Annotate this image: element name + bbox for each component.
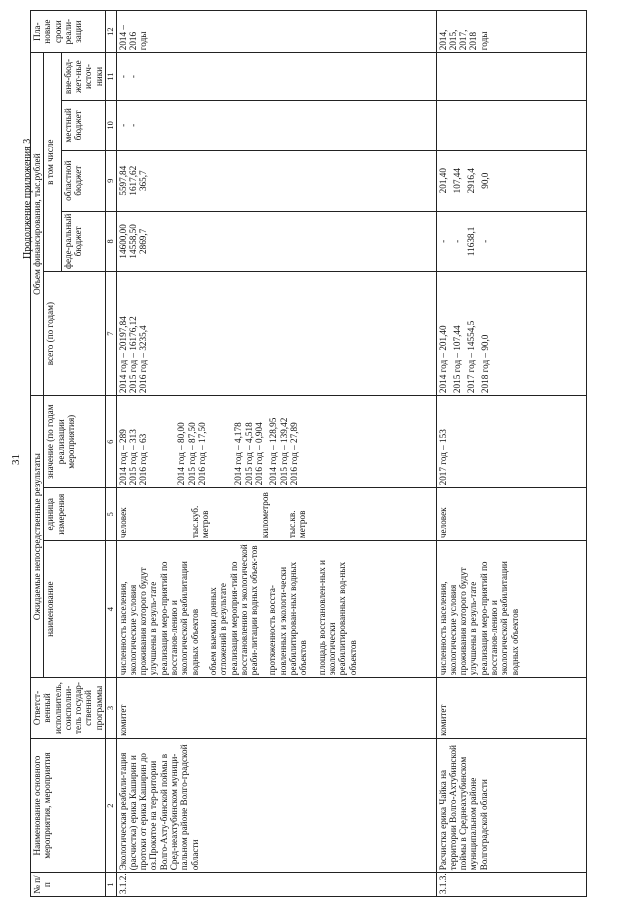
value: 2017 год – 14554,5 (466, 320, 477, 394)
value: 2916,4 (466, 168, 477, 194)
page-number: 31 (10, 454, 22, 465)
value: - (480, 239, 491, 243)
result-values (116, 396, 436, 488)
value: 2014 год – 289 (117, 429, 128, 486)
header-total: всего (по годам) (44, 272, 106, 396)
header-federal: феде-ральный бюджет (61, 211, 105, 272)
unit: тыс.куб. метров (189, 505, 211, 539)
continuation-label: Продолжение приложения 3 (22, 138, 33, 259)
row-number: 3.1.3. (436, 873, 586, 897)
header-measure-name: Наименование основного мероприятия, мероприятия (31, 738, 106, 872)
header-local: местный бюджет (61, 100, 105, 150)
executor: комитет (436, 678, 586, 739)
col-index: 1 (106, 873, 117, 897)
header-funding: Объем финансирования, тыс.рублей (31, 53, 44, 396)
terms: 2014 – 2016 годы (116, 11, 436, 53)
value: 1617,62 (127, 165, 138, 196)
funding-total (436, 272, 586, 396)
value: 365,7 (138, 170, 149, 192)
value: 2014 год – 20197,84 (117, 316, 128, 394)
value: 2016 год – 63 (138, 433, 149, 486)
col-index: 4 (106, 541, 117, 678)
executor: комитет (116, 678, 436, 739)
row-number: 3.1.2. (116, 873, 436, 897)
table-row (116, 11, 436, 897)
funding-total (116, 272, 436, 396)
measure-name: Расчистка ерика Чайка на территории Волго-Ахтубинской поймы в Среднеахтубинском муниципальном районе Волгоградской области (436, 738, 586, 872)
col-index: 9 (106, 150, 117, 211)
value: 2017 год – 153 (436, 396, 586, 488)
result-name: протяженность восста-новленных и экологи-чески реабилитирован-ных водных объектов (267, 561, 309, 676)
col-index: 12 (106, 11, 117, 53)
header-extra: вне-бюд-жет-ные источ-ники (61, 53, 105, 101)
header-terms: Пла-новые сроки реали-зации (31, 11, 106, 53)
header-including: в том числе (44, 53, 62, 272)
col-index: 2 (106, 738, 117, 872)
funding-federal (116, 211, 436, 272)
value: 14600,00 (117, 224, 128, 259)
value: 2015 год – 107,44 (451, 325, 462, 394)
value: 2016 год – 3235,4 (138, 325, 149, 394)
value: 2014 год – 128,95 (268, 417, 279, 486)
table-row (436, 11, 586, 897)
funding-federal (436, 211, 586, 272)
value: 2015 год – 16176,12 (127, 316, 138, 394)
unit: человек (117, 507, 128, 539)
col-index: 8 (106, 211, 117, 272)
result-names (116, 541, 436, 678)
value: 2014 год – 4,178 (233, 422, 244, 486)
result-name: численность населения, экологические условия проживания которого будут улучшены в резуль-тате реализации меро-приятий по восстанов-лению и экологической реабилитации водных объектов (117, 561, 200, 676)
unit: километров (260, 492, 271, 539)
funding-regional (436, 150, 586, 211)
header-result-name: наименование (44, 541, 106, 678)
value: 2014 год – 201,40 (437, 325, 448, 394)
value: 2869,7 (138, 228, 149, 254)
col-index: 7 (106, 272, 117, 396)
unit: человек (436, 488, 586, 541)
result-name: площадь восстановлен-ных и экологически реабилитированных вод-ных объектов (316, 560, 358, 676)
header-regional: областной бюджет (61, 150, 105, 211)
header-number: № п/п (31, 873, 106, 897)
col-index: 5 (106, 488, 117, 541)
program-table (30, 10, 587, 897)
value: - (451, 239, 462, 243)
funding-local (116, 100, 436, 150)
col-index: 6 (106, 396, 117, 488)
header-executor: Ответст-венный исполнитель, соисполни-тель государ-ственной программы (31, 678, 106, 739)
value: 2015 год – 4,518 (243, 422, 254, 486)
unit: тыс.кв. метров (286, 510, 308, 539)
value: 201,40 (437, 168, 448, 194)
header-expected-results: Ожидаемые непосредственные результаты (31, 396, 44, 678)
value: 2015 год – 87,50 (186, 422, 197, 486)
value: 90,0 (480, 172, 491, 189)
value: - (117, 75, 128, 79)
value: 2015 год – 313 (127, 429, 138, 486)
value: 5597,84 (117, 165, 128, 196)
table-header (31, 11, 117, 897)
result-name: численность населения, экологические условия проживания которого будут улучшены в резуль-тате реализации меро-приятий по восстанов-лению и экологической реабилитации водных объектов (436, 541, 586, 678)
col-index: 3 (106, 678, 117, 739)
value: 107,44 (451, 168, 462, 194)
header-value: значение (по годам реализации мероприятия) (44, 396, 106, 488)
value: 2016 год – 17,50 (197, 422, 208, 486)
value: 2018 год – 90,0 (480, 334, 491, 394)
value: - (127, 123, 138, 127)
measure-name: Экологическая реабили-тация (расчистка) ерика Каширин и протоки от ерика Каширин до оз.Прокятое на тер-ритории Волго-Ахту-бинской поймы в Сред-неахтубинском муници-пальном районе Волго-градской области (116, 738, 436, 872)
value: 2016 год – 27,89 (288, 422, 299, 486)
value: - (437, 239, 448, 243)
funding-local (436, 100, 586, 150)
terms: 2014, 2015, 2017, 2018 годы (436, 11, 586, 53)
funding-regional (116, 150, 436, 211)
value: - (127, 75, 138, 79)
value: 2015 год – 139,42 (278, 417, 289, 486)
col-index: 11 (106, 53, 117, 101)
value: - (117, 123, 128, 127)
value: 2014 год – 80,00 (176, 422, 187, 486)
result-units (116, 488, 436, 541)
result-name: объем выемки донных отложений в результате реализации мероприя-тий по восстановлению и экологической реаби-литации водных объек-тов (207, 544, 260, 676)
col-index: 10 (106, 100, 117, 150)
value: 14558,50 (127, 224, 138, 259)
value: 11638,1 (466, 226, 477, 257)
value: 2016 год – 0,904 (253, 422, 264, 486)
header-unit: единица измерения (44, 488, 106, 541)
funding-extra (116, 53, 436, 101)
funding-extra (436, 53, 586, 101)
